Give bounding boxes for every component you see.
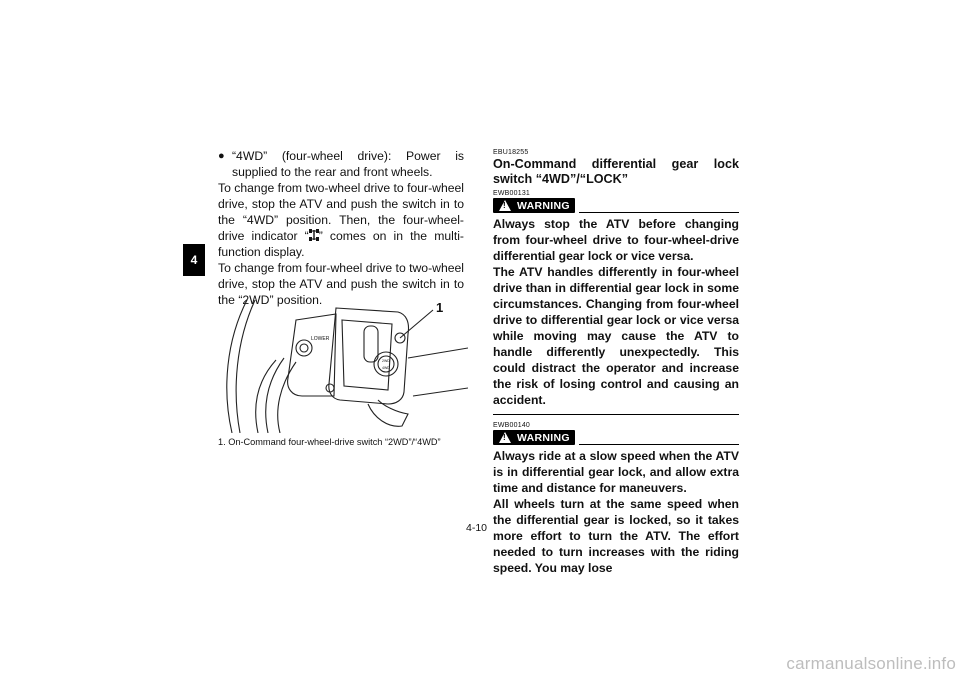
figure-caption: 1. On-Command four-wheel-drive switch “2WD”/“4WD” [218,437,441,447]
bullet-mark: ● [218,150,225,162]
bullet-item-4wd [218,148,464,180]
switch-bottom-label: 4WD [382,366,390,370]
warning-label: WARNING [517,199,570,212]
bullet-text: “4WD” (four-wheel drive): Power is supplied to the rear and front wheels. [232,149,464,179]
warning2-header [493,430,739,446]
left-column [218,148,464,308]
warning-triangle-icon: ! [499,432,511,443]
paragraph-2wd-to-4wd [218,180,464,260]
handlebar-switch-figure [218,300,468,433]
section-code: EBU18255 [493,149,529,156]
right-column [493,148,739,576]
warning1-end-rule [493,414,739,415]
warning-triangle-icon: ! [499,200,511,211]
warning-badge [493,198,575,213]
figure-callout-number: 1 [436,300,444,315]
chapter-tab: 4 [183,244,205,276]
paragraph-4wd-to-2wd: To change from four-wheel drive to two-wheel drive, stop the ATV and push the switch in to the “2WD” position. [218,261,464,307]
warning1-paragraph-2: The ATV handles differently in four-wheel drive than in differential gear lock in some circumstances. Changing from four-wheel drive to differential gear lock or vice versa while moving may cause the ATV to handle differently unexpectedly. This could distract the operator and increase the risk of losing control and causing an accident. [493,265,739,407]
paragraph-text-b: ” comes on in the multi-function display. [218,229,464,259]
watermark: carmanualsonline.info [786,654,956,673]
warning-badge [493,430,575,445]
warning-rule [579,444,739,445]
page-number: 4-10 [466,522,488,534]
warning1-paragraph-1: Always stop the ATV before changing from four-wheel drive to four-wheel-drive differential gear lock or vice versa. [493,217,739,263]
lower-label: LOWER [311,336,330,342]
switch-top-label: 2WD [382,359,390,363]
warning1-code: EWB00131 [493,190,531,197]
section-heading: On-Command differential gear lock switch “4WD”/“LOCK” [493,157,739,186]
warning2-paragraph-1: Always ride at a slow speed when the ATV is in differential gear lock, and allow extra time and distance for maneuvers. [493,449,739,495]
paragraph-text-a: To change from two-wheel drive to four-wheel drive, stop the ATV and push the switch in to the “4WD” position. Then, the four-wheel-drive indicator “ [218,181,464,243]
warning2-code: EWB00140 [493,422,531,429]
warning2-paragraph-2: All wheels turn at the same speed when the differential gear is locked, so it takes more effort to turn the ATV. The effort needed to turn increases with the riding speed. You may lose [493,497,739,575]
warning-label: WARNING [517,431,570,444]
warning-rule [579,212,739,213]
four-wheel-drive-indicator-icon [309,229,319,241]
warning1-header [493,198,739,214]
